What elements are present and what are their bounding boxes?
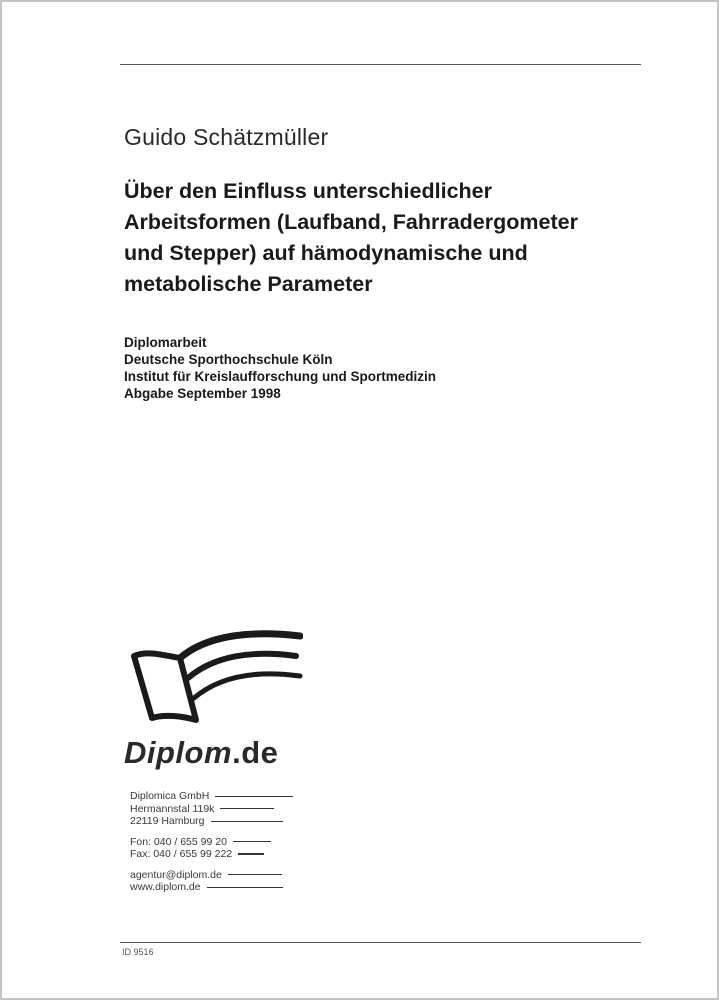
publisher-contact bbox=[130, 790, 293, 894]
title-line: und Stepper) auf hämodynamische und bbox=[124, 241, 528, 265]
institute: Institut für Kreislaufforschung und Sportmedizin bbox=[124, 369, 436, 384]
contact-row bbox=[130, 836, 293, 849]
bottom-rule bbox=[120, 942, 641, 943]
contact-line bbox=[207, 887, 283, 888]
document-id: ID 9516 bbox=[122, 947, 154, 957]
contact-line bbox=[233, 841, 271, 842]
contact-row bbox=[130, 803, 293, 816]
brand-dot: . bbox=[232, 735, 242, 770]
brand-wordmark bbox=[124, 735, 278, 771]
contact-line bbox=[211, 821, 283, 822]
street-address: Hermannstal 119k bbox=[130, 802, 215, 815]
email-address: agentur@diplom.de bbox=[130, 868, 222, 881]
fax-number: Fax: 040 / 655 99 222 bbox=[130, 848, 233, 860]
thesis-info bbox=[124, 334, 436, 402]
contact-line bbox=[238, 853, 264, 855]
city-address: 22119 Hamburg bbox=[130, 815, 205, 827]
contact-row bbox=[130, 848, 293, 861]
submission-date: Abgabe September 1998 bbox=[124, 386, 281, 401]
contact-line bbox=[215, 796, 293, 797]
contact-row bbox=[130, 881, 293, 894]
website-url: www.diplom.de bbox=[130, 881, 201, 893]
author-name: Guido Schätzmüller bbox=[124, 124, 329, 150]
brand-name: Diplom bbox=[124, 735, 233, 770]
top-rule bbox=[120, 64, 641, 65]
logo-page-shape bbox=[134, 653, 196, 720]
contact-line bbox=[220, 808, 274, 809]
contact-line bbox=[228, 874, 282, 875]
title-line: Über den Einfluss unterschiedlicher bbox=[124, 179, 492, 203]
phone-number: Fon: 040 / 655 99 20 bbox=[130, 835, 227, 848]
thesis-type: Diplomarbeit bbox=[124, 335, 207, 350]
logo-swoosh bbox=[194, 674, 300, 698]
brand-tld: de bbox=[241, 735, 279, 770]
title-line: metabolische Parameter bbox=[124, 272, 373, 296]
diplom-logo-icon bbox=[128, 630, 303, 725]
contact-row bbox=[130, 790, 293, 803]
contact-row bbox=[130, 869, 293, 882]
document-title bbox=[124, 176, 664, 300]
university: Deutsche Sporthochschule Köln bbox=[124, 352, 333, 367]
title-line: Arbeitsformen (Laufband, Fahrradergometer bbox=[124, 210, 578, 234]
contact-row bbox=[130, 815, 293, 828]
company-name: Diplomica GmbH bbox=[130, 790, 210, 802]
